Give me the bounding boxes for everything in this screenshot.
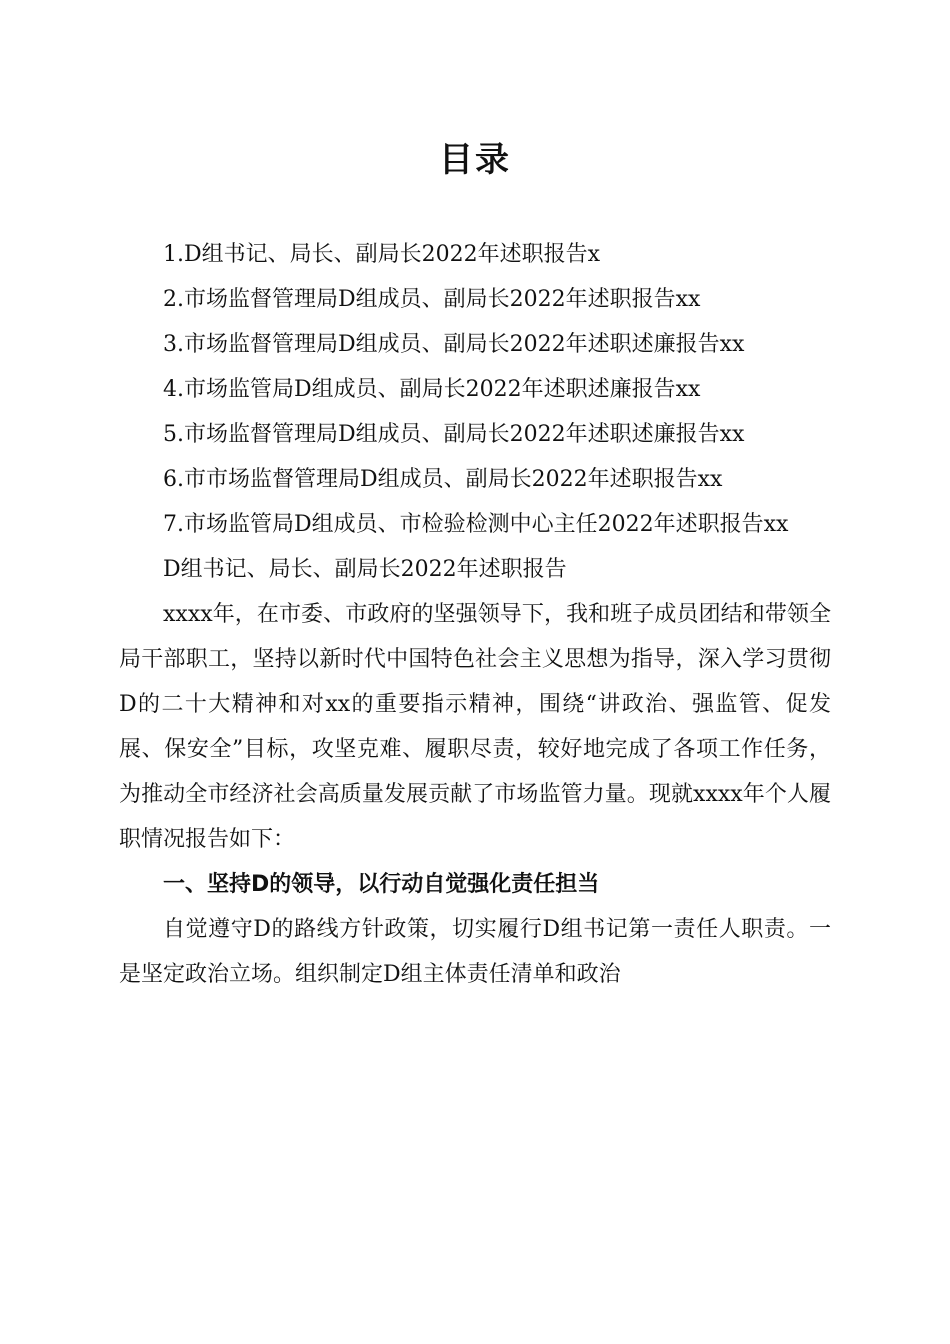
section-paragraph: 自觉遵守D的路线方针政策，切实履行D组书记第一责任人职责。一是坚定政治立场。组织制定D组主体责任清单和政治 — [119, 917, 831, 987]
toc-item: 7.市场监管局D组成员、市检验检测中心主任2022年述职报告xx — [163, 512, 789, 537]
toc-item: 4.市场监管局D组成员、副局长2022年述职述廉报告xx — [163, 377, 701, 402]
toc-item: 2.市场监督管理局D组成员、副局长2022年述职报告xx — [163, 287, 701, 312]
intro-paragraph: xxxx年，在市委、市政府的坚强领导下，我和班子成员团结和带领全局干部职工，坚持以新时代中国特色社会主义思想为指导，深入学习贯彻D的二十大精神和对xx的重要指示精神，围绕“讲政治、强监管、促发展、保安全”目标，攻坚克难、履职尽责，较好地完成了各项工作任务，为推动全市经济社会高质量发展贡献了市场监管力量。现就xxxx年个人履职情况报告如下： — [119, 602, 831, 852]
toc-item: 6.市市场监督管理局D组成员、副局长2022年述职报告xx — [163, 467, 723, 492]
toc-item: 3.市场监督管理局D组成员、副局长2022年述职述廉报告xx — [163, 332, 745, 357]
section-heading: 一、坚持D的领导，以行动自觉强化责任担当 — [163, 872, 600, 897]
toc-item: 5.市场监督管理局D组成员、副局长2022年述职述廉报告xx — [163, 422, 745, 447]
page-title: 目录 — [439, 140, 511, 180]
document-body — [119, 232, 831, 997]
report-title: D组书记、局长、副局长2022年述职报告 — [163, 557, 567, 582]
toc-item: 1.D组书记、局长、副局长2022年述职报告x — [163, 242, 601, 267]
